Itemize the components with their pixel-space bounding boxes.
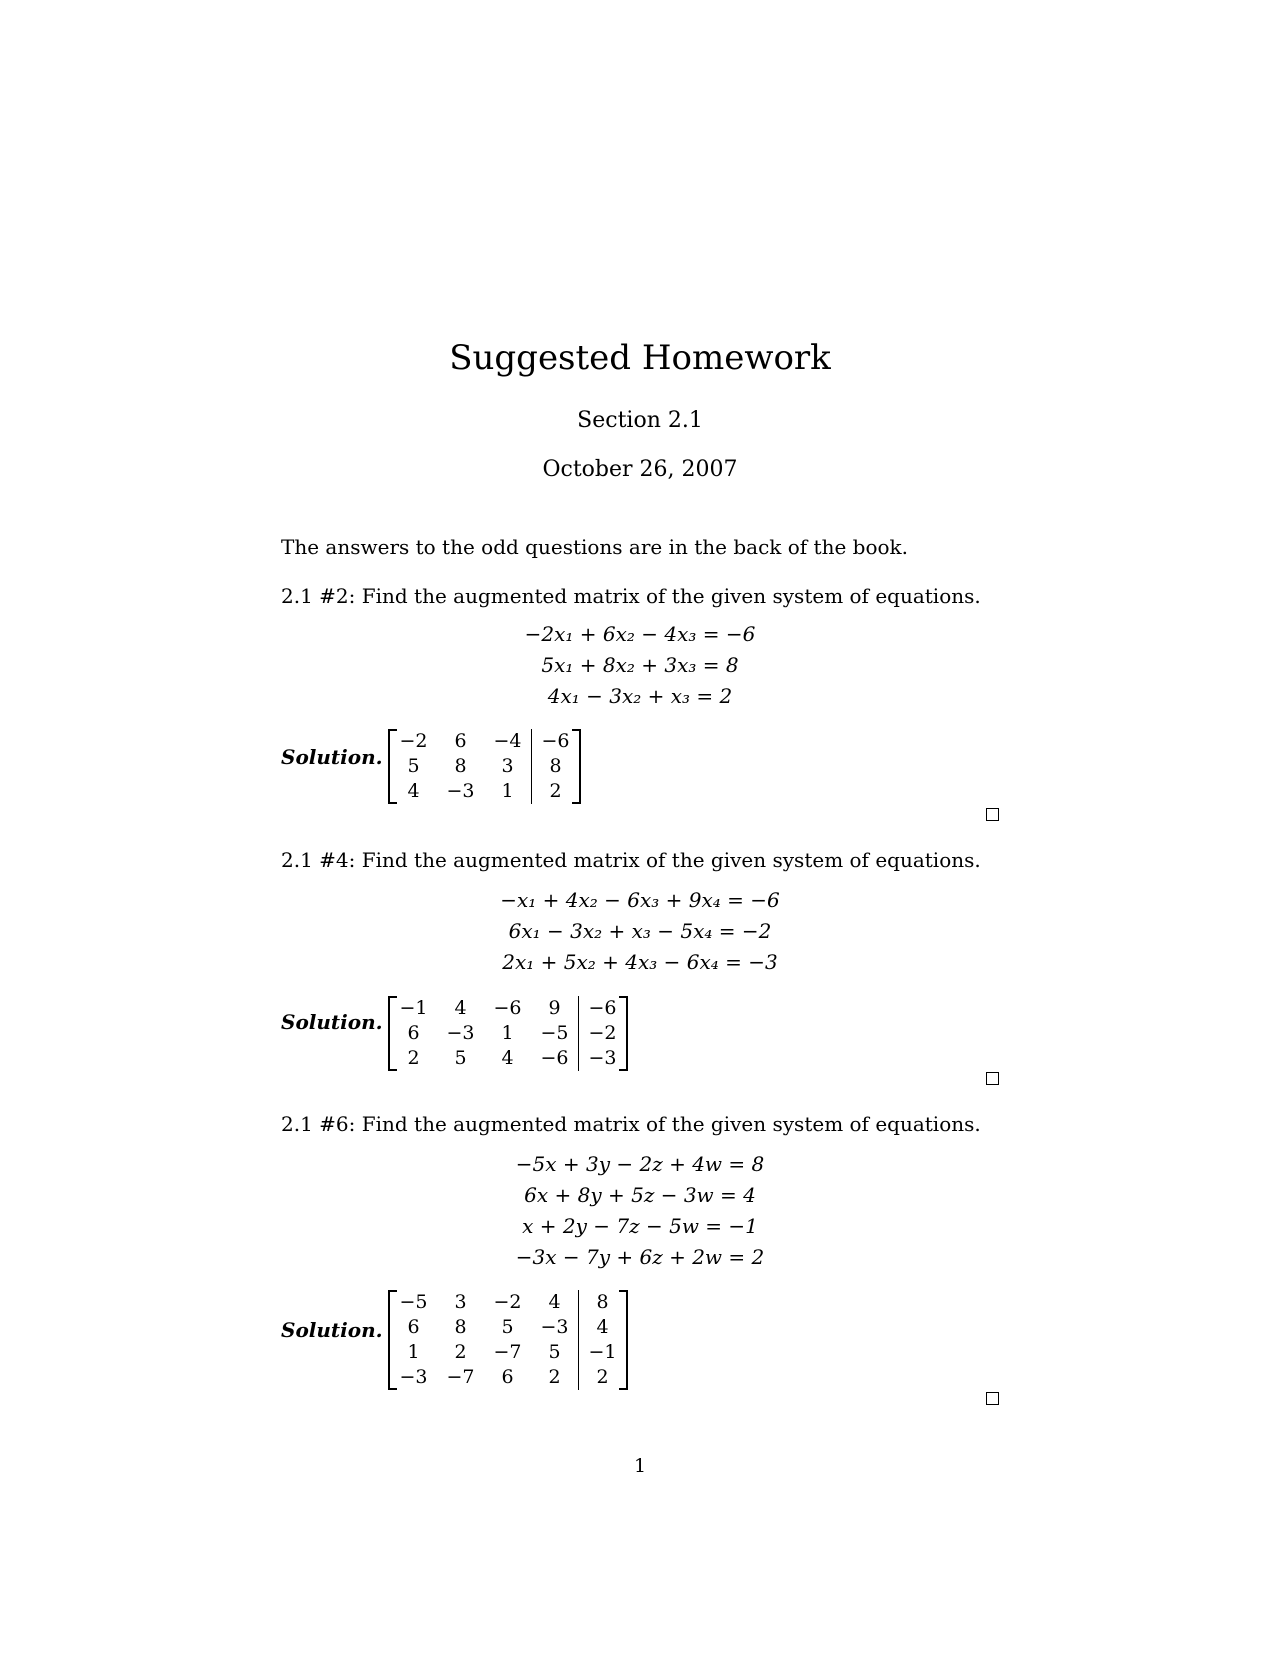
- matrix-row: [390, 754, 579, 779]
- matrix-cell: 1: [407, 1341, 420, 1363]
- document-title: Suggested Homework: [449, 338, 831, 378]
- augmented-matrix: [388, 1290, 628, 1390]
- matrix-cell: 5: [548, 1341, 561, 1363]
- equation: 2x₁ + 5x₂ + 4x₃ − 6x₄ = −3: [502, 950, 778, 974]
- matrix-cell: −7: [446, 1366, 475, 1388]
- matrix-cell: −4: [493, 730, 522, 752]
- matrix-row: [390, 779, 579, 804]
- equation: 4x₁ − 3x₂ + x₃ = 2: [547, 684, 733, 708]
- matrix-cell: 5: [501, 1316, 514, 1338]
- matrix-cell: 4: [407, 780, 420, 802]
- matrix-cell: 2: [578, 1365, 626, 1390]
- equation: 6x + 8y + 5z − 3w = 4: [524, 1183, 756, 1207]
- matrix-row: [390, 1290, 626, 1315]
- matrix-cell: 6: [407, 1022, 420, 1044]
- matrix-cell: −6: [531, 729, 579, 754]
- document-date: October 26, 2007: [542, 457, 738, 482]
- matrix-cell: −3: [399, 1366, 428, 1388]
- matrix-cell: 6: [407, 1316, 420, 1338]
- matrix-cell: −5: [540, 1022, 569, 1044]
- matrix-cell: 9: [548, 997, 561, 1019]
- matrix-cell: −7: [493, 1341, 522, 1363]
- solution-label: Solution.: [281, 745, 383, 769]
- matrix-cell: −5: [399, 1291, 428, 1313]
- problem-6-prompt: 2.1 #6: Find the augmented matrix of the given system of equations.: [281, 1112, 981, 1136]
- matrix-cell: 6: [501, 1366, 514, 1388]
- matrix-cell: 2: [548, 1366, 561, 1388]
- matrix-cell: 5: [407, 755, 420, 777]
- matrix-cell: 2: [407, 1047, 420, 1069]
- matrix-cell: −2: [493, 1291, 522, 1313]
- matrix-cell: 3: [501, 755, 514, 777]
- matrix-cell: −2: [399, 730, 428, 752]
- equation: −3x − 7y + 6z + 2w = 2: [515, 1245, 765, 1269]
- equation: −x₁ + 4x₂ − 6x₃ + 9x₄ = −6: [500, 888, 780, 912]
- matrix-cell: 2: [454, 1341, 467, 1363]
- matrix-cell: 6: [454, 730, 467, 752]
- problem-4-prompt: 2.1 #4: Find the augmented matrix of the given system of equations.: [281, 848, 981, 872]
- matrix-cell: −6: [493, 997, 522, 1019]
- equation: −2x₁ + 6x₂ − 4x₃ = −6: [524, 622, 756, 646]
- qed-square-icon: [986, 1072, 999, 1085]
- matrix-cell: 4: [578, 1315, 626, 1340]
- matrix-cell: −1: [578, 1340, 626, 1365]
- equation: 6x₁ − 3x₂ + x₃ − 5x₄ = −2: [508, 919, 772, 943]
- matrix-cell: 5: [454, 1047, 467, 1069]
- equation: x + 2y − 7z − 5w = −1: [522, 1214, 758, 1238]
- solution-label: Solution.: [281, 1010, 383, 1034]
- problem-4-equations: [0, 885, 1280, 978]
- matrix-cell: 3: [454, 1291, 467, 1313]
- matrix-cell: 8: [578, 1290, 626, 1315]
- matrix-cell: 8: [454, 1316, 467, 1338]
- matrix-cell: 8: [531, 754, 579, 779]
- qed-square-icon: [986, 808, 999, 821]
- augmented-matrix: [388, 996, 628, 1071]
- problem-2-equations: [0, 619, 1280, 712]
- matrix-cell: −3: [446, 780, 475, 802]
- matrix-cell: 4: [501, 1047, 514, 1069]
- matrix-cell: 8: [454, 755, 467, 777]
- problem-6-equations: [0, 1149, 1280, 1273]
- matrix-cell: 1: [501, 780, 514, 802]
- matrix-row: [390, 1021, 626, 1046]
- matrix-cell: −3: [446, 1022, 475, 1044]
- matrix-row: [390, 729, 579, 754]
- matrix-row: [390, 1340, 626, 1365]
- matrix-cell: −2: [578, 1021, 626, 1046]
- equation: −5x + 3y − 2z + 4w = 8: [515, 1152, 765, 1176]
- problem-2-prompt: 2.1 #2: Find the augmented matrix of the given system of equations.: [281, 584, 981, 608]
- matrix-row: [390, 996, 626, 1021]
- matrix-cell: −3: [540, 1316, 569, 1338]
- matrix-cell: −6: [578, 996, 626, 1021]
- matrix-cell: −1: [399, 997, 428, 1019]
- matrix-cell: −3: [578, 1046, 626, 1071]
- page-number: 1: [633, 1455, 647, 1477]
- equation: 5x₁ + 8x₂ + 3x₃ = 8: [541, 653, 739, 677]
- solution-label: Solution.: [281, 1318, 383, 1342]
- matrix-cell: 4: [548, 1291, 561, 1313]
- matrix-row: [390, 1315, 626, 1340]
- matrix-cell: 1: [501, 1022, 514, 1044]
- matrix-row: [390, 1046, 626, 1071]
- matrix-cell: 4: [454, 997, 467, 1019]
- qed-square-icon: [986, 1392, 999, 1405]
- augmented-matrix: [388, 729, 581, 804]
- matrix-row: [390, 1365, 626, 1390]
- section-label: Section 2.1: [577, 408, 703, 433]
- matrix-cell: 2: [531, 779, 579, 804]
- matrix-cell: −6: [540, 1047, 569, 1069]
- intro-text: The answers to the odd questions are in the back of the book.: [281, 535, 909, 559]
